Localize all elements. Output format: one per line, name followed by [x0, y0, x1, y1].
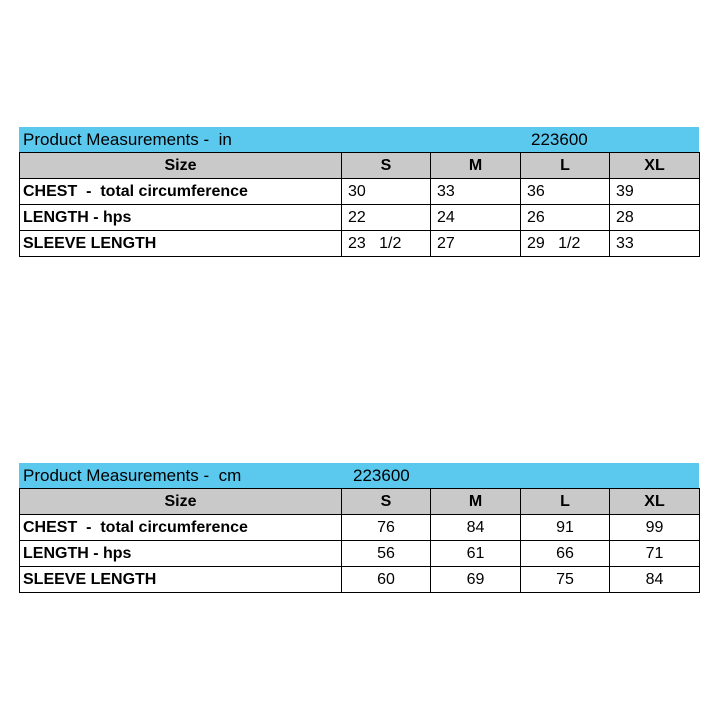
table-row: [20, 541, 700, 567]
table-title-bar: [19, 127, 699, 152]
table-row: [20, 205, 700, 231]
cell-value: 91: [521, 515, 610, 541]
table-row: [20, 515, 700, 541]
cell-value: 30: [342, 179, 431, 205]
cell-value: 33: [610, 231, 700, 257]
cell-value: 36: [521, 179, 610, 205]
table-row: [20, 567, 700, 593]
cm-measurements-table: [19, 463, 699, 593]
cell-value: 60: [342, 567, 431, 593]
inch-measurements-table: [19, 127, 699, 257]
measurements-grid: [19, 152, 700, 257]
size-l-header: L: [521, 153, 610, 179]
cell-value: 39: [610, 179, 700, 205]
cell-value: 33: [431, 179, 521, 205]
size-m-header: M: [431, 153, 521, 179]
cell-value: 99: [610, 515, 700, 541]
cell-value: 76: [342, 515, 431, 541]
size-s-header: S: [342, 489, 431, 515]
cell-value: 24: [431, 205, 521, 231]
row-label: LENGTH - hps: [20, 205, 342, 231]
size-xl-header: XL: [610, 489, 700, 515]
size-header: Size: [20, 153, 342, 179]
row-label: SLEEVE LENGTH: [20, 231, 342, 257]
product-code: 223600: [353, 466, 410, 485]
cell-value: 61: [431, 541, 521, 567]
measurements-grid: [19, 488, 700, 593]
table-title: Product Measurements - in: [23, 130, 232, 149]
cell-value: 66: [521, 541, 610, 567]
table-title-bar: [19, 463, 699, 488]
row-label: CHEST - total circumference: [20, 515, 342, 541]
row-label: SLEEVE LENGTH: [20, 567, 342, 593]
cell-value: 26: [521, 205, 610, 231]
cell-value: 75: [521, 567, 610, 593]
table-title: Product Measurements - cm: [23, 466, 242, 485]
cell-value: 71: [610, 541, 700, 567]
table-row: [20, 231, 700, 257]
cell-value: 69: [431, 567, 521, 593]
size-header: Size: [20, 489, 342, 515]
cell-value: 84: [610, 567, 700, 593]
cell-value: 22: [342, 205, 431, 231]
row-label: LENGTH - hps: [20, 541, 342, 567]
column-header-row: [20, 489, 700, 515]
cell-value: 56: [342, 541, 431, 567]
size-xl-header: XL: [610, 153, 700, 179]
cell-value: 23 1/2: [342, 231, 431, 257]
size-m-header: M: [431, 489, 521, 515]
cell-value: 29 1/2: [521, 231, 610, 257]
column-header-row: [20, 153, 700, 179]
cell-value: 28: [610, 205, 700, 231]
cell-value: 84: [431, 515, 521, 541]
size-s-header: S: [342, 153, 431, 179]
table-row: [20, 179, 700, 205]
row-label: CHEST - total circumference: [20, 179, 342, 205]
product-code: 223600: [531, 130, 588, 149]
cell-value: 27: [431, 231, 521, 257]
size-l-header: L: [521, 489, 610, 515]
